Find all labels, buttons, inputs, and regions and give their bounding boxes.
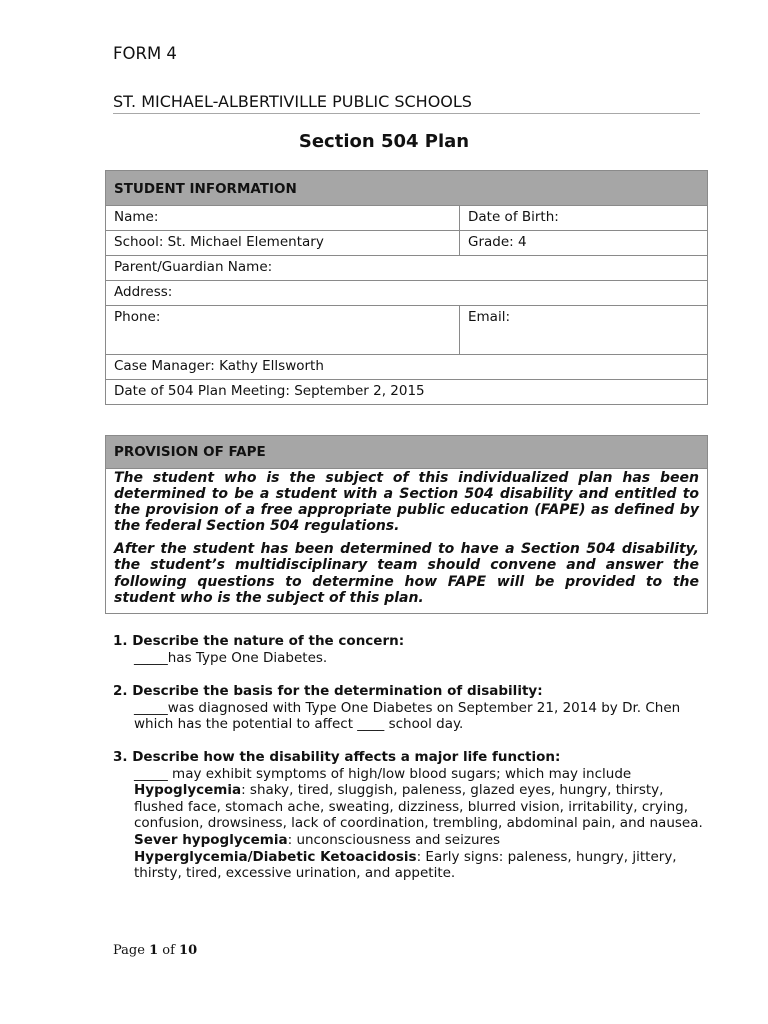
guardian-name-field[interactable]: Parent/Guardian Name: xyxy=(106,256,708,281)
severe-hypoglycemia-text: : unconsciousness and seizures xyxy=(287,831,501,848)
student-information-table xyxy=(105,170,708,405)
date-of-birth-field[interactable]: Date of Birth: xyxy=(460,206,708,231)
page-total: 10 xyxy=(179,943,198,958)
email-field[interactable]: Email: xyxy=(460,306,708,355)
question-2-answer-line-1: _____was diagnosed with Type One Diabetes on September 21, 2014 by Dr. Chen xyxy=(134,699,681,716)
meeting-date-field[interactable]: Date of 504 Plan Meeting: September 2, 2015 xyxy=(106,380,708,405)
question-3 xyxy=(113,749,703,882)
question-1-answer: _____has Type One Diabetes. xyxy=(134,649,328,666)
school-district-name: ST. MICHAEL-ALBERTIVILLE PUBLIC SCHOOLS xyxy=(113,92,472,111)
student-info-heading: STUDENT INFORMATION xyxy=(106,171,708,206)
question-3-answer xyxy=(113,766,703,882)
page-word: Page xyxy=(113,943,145,958)
fape-paragraph-1: The student who is the subject of this individualized plan has been determined to be a student with a Section 504 disability and entitled to the provision of a free appropriate public education (FAPE) as defined by the federal Section 504 regulations. xyxy=(114,470,699,535)
question-1-heading: 1. Describe the nature of the concern: xyxy=(113,633,405,649)
question-2-heading: 2. Describe the basis for the determination of disability: xyxy=(113,683,543,699)
page-footer xyxy=(113,943,197,958)
question-2-answer xyxy=(113,700,703,733)
hypoglycemia-symptoms xyxy=(134,782,703,832)
fape-paragraph-2: After the student has been determined to have a Section 504 disability, the student’s multidisciplinary team should convene and answer the following questions to determine how FAPE will be provided to the student who is the subject of this plan. xyxy=(114,541,699,606)
form-number: FORM 4 xyxy=(113,44,177,63)
fape-body xyxy=(106,469,708,614)
provision-of-fape-table xyxy=(105,435,708,614)
hypoglycemia-text: : shaky, tired, sluggish, paleness, glazed eyes, hungry, thirsty, flushed face, stomach ache, sweating, dizziness, blurred vision, irritability, crying, confusion, drowsiness, lack of coordination, trembling, abdominal pain, and nausea. xyxy=(134,782,703,832)
header-divider xyxy=(113,113,700,114)
hyperglycemia-text: : Early signs: paleness, hungry, jittery, thirsty, tired, excessive urination, and appetite. xyxy=(134,848,677,882)
hyperglycemia-symptoms xyxy=(134,849,703,882)
question-1 xyxy=(113,633,703,666)
question-3-intro: _____ may exhibit symptoms of high/low blood sugars; which may include xyxy=(134,765,632,782)
question-3-heading: 3. Describe how the disability affects a major life function: xyxy=(113,749,561,765)
page-title: Section 504 Plan xyxy=(298,131,470,152)
phone-field[interactable]: Phone: xyxy=(106,306,460,355)
hypoglycemia-term: Hypoglycemia xyxy=(134,782,242,799)
of-word: of xyxy=(162,943,175,958)
grade-field[interactable]: Grade: 4 xyxy=(460,231,708,256)
school-field[interactable]: School: St. Michael Elementary xyxy=(106,231,460,256)
fape-heading: PROVISION OF FAPE xyxy=(106,436,708,469)
page-number: 1 xyxy=(149,943,159,958)
case-manager-field[interactable]: Case Manager: Kathy Ellsworth xyxy=(106,355,708,380)
hyperglycemia-term: Hyperglycemia/Diabetic Ketoacidosis xyxy=(134,848,417,865)
address-field[interactable]: Address: xyxy=(106,281,708,306)
severe-hypoglycemia-symptoms xyxy=(134,832,703,849)
name-field[interactable]: Name: xyxy=(106,206,460,231)
question-2 xyxy=(113,683,703,733)
question-2-answer-line-2: which has the potential to affect ____ school day. xyxy=(134,716,464,733)
severe-hypoglycemia-term: Sever hypoglycemia xyxy=(134,831,288,848)
